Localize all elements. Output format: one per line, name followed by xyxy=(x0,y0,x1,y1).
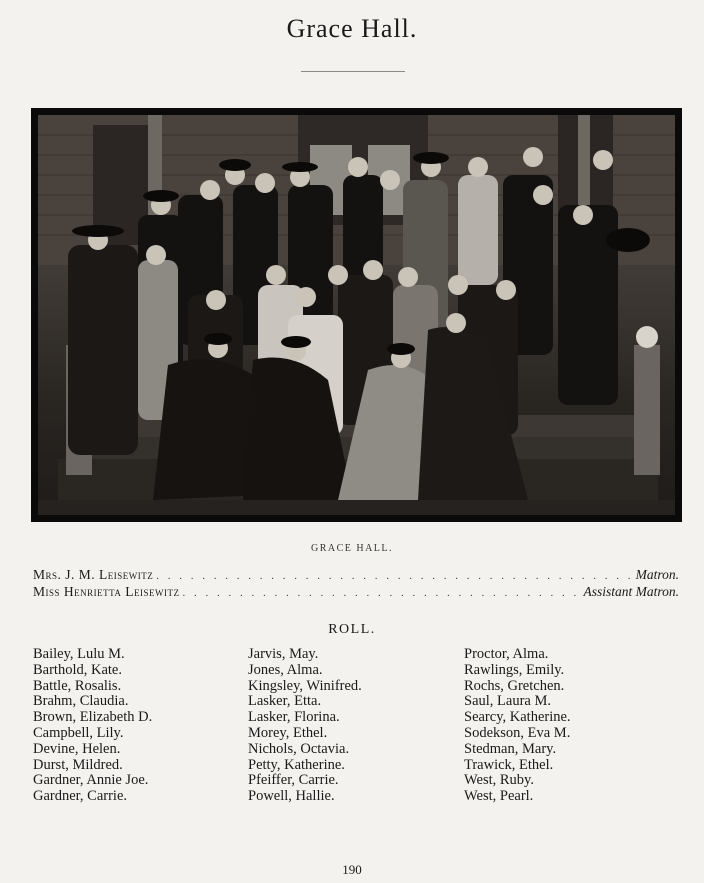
roll-column-1 xyxy=(33,647,152,805)
roll-entry: Lasker, Florina. xyxy=(248,709,340,726)
roll-entry: Lasker, Etta. xyxy=(248,693,322,710)
roll-entry: Sodekson, Eva M. xyxy=(464,724,571,741)
staff-role: Matron. xyxy=(635,567,679,582)
staff-entry-matron xyxy=(33,567,679,583)
title-divider xyxy=(301,71,405,72)
staff-entry-assistant-matron xyxy=(33,584,679,600)
roll-entry: Powell, Hallie. xyxy=(248,788,335,805)
roll-entry: Saul, Laura M. xyxy=(464,693,551,710)
group-photograph xyxy=(38,115,675,515)
page-number: 190 xyxy=(342,862,362,877)
roll-entry: West, Ruby. xyxy=(464,772,534,789)
leader-dots xyxy=(156,570,632,582)
roll-entry: Stedman, Mary. xyxy=(464,740,557,757)
roll-entry: Brown, Elizabeth D. xyxy=(33,709,153,726)
roll-entry: Devine, Helen. xyxy=(33,740,121,757)
roll-column-2 xyxy=(248,647,362,805)
roll-entry: Searcy, Katherine. xyxy=(464,709,571,726)
roll-entry: Brahm, Claudia. xyxy=(33,693,129,710)
roll-entry: Jarvis, May. xyxy=(248,646,319,662)
staff-name: Mrs. J. M. Leisewitz xyxy=(33,567,154,582)
roll-entry: Nichols, Octavia. xyxy=(248,740,350,757)
roll-entry: Rawlings, Emily. xyxy=(464,661,565,678)
leader-dots xyxy=(183,587,581,599)
roll-entry: Trawick, Ethel. xyxy=(464,756,554,773)
roll-entry: Proctor, Alma. xyxy=(464,646,549,662)
roll-entry: West, Pearl. xyxy=(464,788,534,805)
roll-heading: ROLL. xyxy=(328,622,376,637)
roll-entry: Morey, Ethel. xyxy=(248,724,328,741)
roll-entry: Gardner, Annie Joe. xyxy=(33,772,149,789)
page-title: Grace Hall. xyxy=(286,14,418,43)
roll-entry: Campbell, Lily. xyxy=(33,724,124,741)
group-photo-frame xyxy=(31,108,682,522)
roll-entry: Rochs, Gretchen. xyxy=(464,677,565,694)
roll-entry: Gardner, Carrie. xyxy=(33,788,128,805)
roll-entry: Barthold, Kate. xyxy=(33,661,122,678)
roll-entry: Kingsley, Winifred. xyxy=(248,677,362,694)
roll-entry: Pfeiffer, Carrie. xyxy=(248,772,339,789)
roll-entry: Petty, Katherine. xyxy=(248,756,345,773)
staff-role: Assistant Matron. xyxy=(583,584,679,599)
roll-entry: Jones, Alma. xyxy=(248,661,323,678)
photo-caption: GRACE HALL. xyxy=(310,543,394,554)
group-photo-illustration xyxy=(38,115,675,515)
staff-name: Miss Henrietta Leisewitz xyxy=(33,584,180,599)
roll-entry: Durst, Mildred. xyxy=(33,756,123,773)
roll-entry: Battle, Rosalis. xyxy=(33,677,122,694)
roll-column-3 xyxy=(464,647,571,805)
roll-entry: Bailey, Lulu M. xyxy=(33,646,125,662)
